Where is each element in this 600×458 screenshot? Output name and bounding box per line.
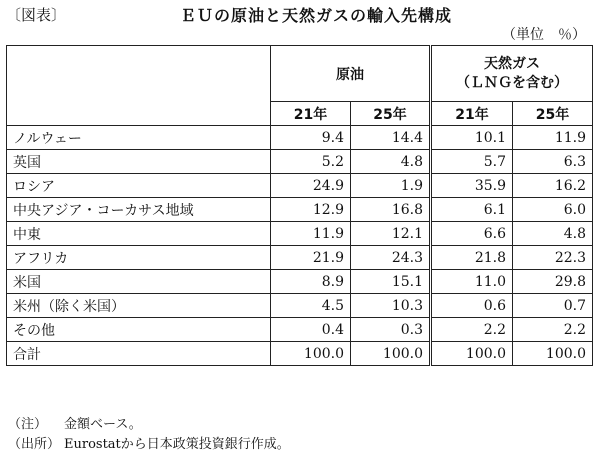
table-row <box>7 318 593 342</box>
table-title: ＥＵの原油と天然ガスの輸入先構成 <box>180 6 453 25</box>
note-line <box>8 435 290 455</box>
value-cell: 15.1 <box>351 270 431 294</box>
row-label: その他 <box>7 318 271 342</box>
header-gas-line2: （ＬＮＧを含む） <box>456 74 568 91</box>
value-cell: 11.9 <box>271 222 351 246</box>
value-cell: 21.9 <box>271 246 351 270</box>
value-cell: 29.8 <box>513 270 593 294</box>
value-cell: 100.0 <box>513 342 593 366</box>
row-label: 米国 <box>7 270 271 294</box>
row-label: 英国 <box>7 150 271 174</box>
header-year: 21年 <box>431 102 513 126</box>
value-cell: 6.0 <box>513 198 593 222</box>
value-cell: 2.2 <box>513 318 593 342</box>
row-label: 米州（除く米国） <box>7 294 271 318</box>
row-label: 中東 <box>7 222 271 246</box>
row-label: アフリカ <box>7 246 271 270</box>
unit-label: （単位 ％） <box>502 27 586 43</box>
note-label: （出所） <box>8 437 61 452</box>
value-cell: 24.9 <box>271 174 351 198</box>
table-row <box>7 294 593 318</box>
value-cell: 14.4 <box>351 126 431 150</box>
note-label: （注） <box>8 417 48 432</box>
value-cell: 6.3 <box>513 150 593 174</box>
value-cell: 0.6 <box>431 294 513 318</box>
value-cell: 10.1 <box>431 126 513 150</box>
value-cell: 12.9 <box>271 198 351 222</box>
value-cell: 6.6 <box>431 222 513 246</box>
value-cell: 0.3 <box>351 318 431 342</box>
value-cell: 4.5 <box>271 294 351 318</box>
row-label: ロシア <box>7 174 271 198</box>
row-label: ノルウェー <box>7 126 271 150</box>
value-cell: 4.8 <box>513 222 593 246</box>
note-line <box>8 415 290 435</box>
table-row <box>7 270 593 294</box>
value-cell: 8.9 <box>271 270 351 294</box>
value-cell: 24.3 <box>351 246 431 270</box>
header-year: 21年 <box>271 102 351 126</box>
value-cell: 0.4 <box>271 318 351 342</box>
header-year: 25年 <box>513 102 593 126</box>
table-row <box>7 198 593 222</box>
value-cell: 11.9 <box>513 126 593 150</box>
note-text: 金額ベース。 <box>64 417 142 432</box>
value-cell: 100.0 <box>431 342 513 366</box>
header-gas-line1: 天然ガス <box>484 55 540 72</box>
value-cell: 2.2 <box>431 318 513 342</box>
table-row <box>7 150 593 174</box>
header-gas <box>431 46 593 102</box>
note-text: Eurostatから日本政策投資銀行作成。 <box>64 437 290 452</box>
header-year: 25年 <box>351 102 431 126</box>
value-cell: 16.2 <box>513 174 593 198</box>
notes <box>8 415 290 455</box>
value-cell: 5.7 <box>431 150 513 174</box>
header-crude: 原油 <box>271 46 431 102</box>
value-cell: 11.0 <box>431 270 513 294</box>
row-label: 合計 <box>7 342 271 366</box>
value-cell: 6.1 <box>431 198 513 222</box>
value-cell: 4.8 <box>351 150 431 174</box>
value-cell: 0.7 <box>513 294 593 318</box>
figure-label: 〔図表〕 <box>6 6 67 24</box>
value-cell: 5.2 <box>271 150 351 174</box>
table-row <box>7 174 593 198</box>
import-share-table <box>6 45 593 366</box>
header-blank <box>7 46 271 126</box>
value-cell: 35.9 <box>431 174 513 198</box>
value-cell: 12.1 <box>351 222 431 246</box>
table-row <box>7 342 593 366</box>
table-row <box>7 246 593 270</box>
value-cell: 16.8 <box>351 198 431 222</box>
value-cell: 1.9 <box>351 174 431 198</box>
table-row <box>7 126 593 150</box>
value-cell: 21.8 <box>431 246 513 270</box>
value-cell: 22.3 <box>513 246 593 270</box>
value-cell: 10.3 <box>351 294 431 318</box>
value-cell: 100.0 <box>271 342 351 366</box>
table-row <box>7 222 593 246</box>
value-cell: 100.0 <box>351 342 431 366</box>
value-cell: 9.4 <box>271 126 351 150</box>
row-label: 中央アジア・コーカサス地域 <box>7 198 271 222</box>
